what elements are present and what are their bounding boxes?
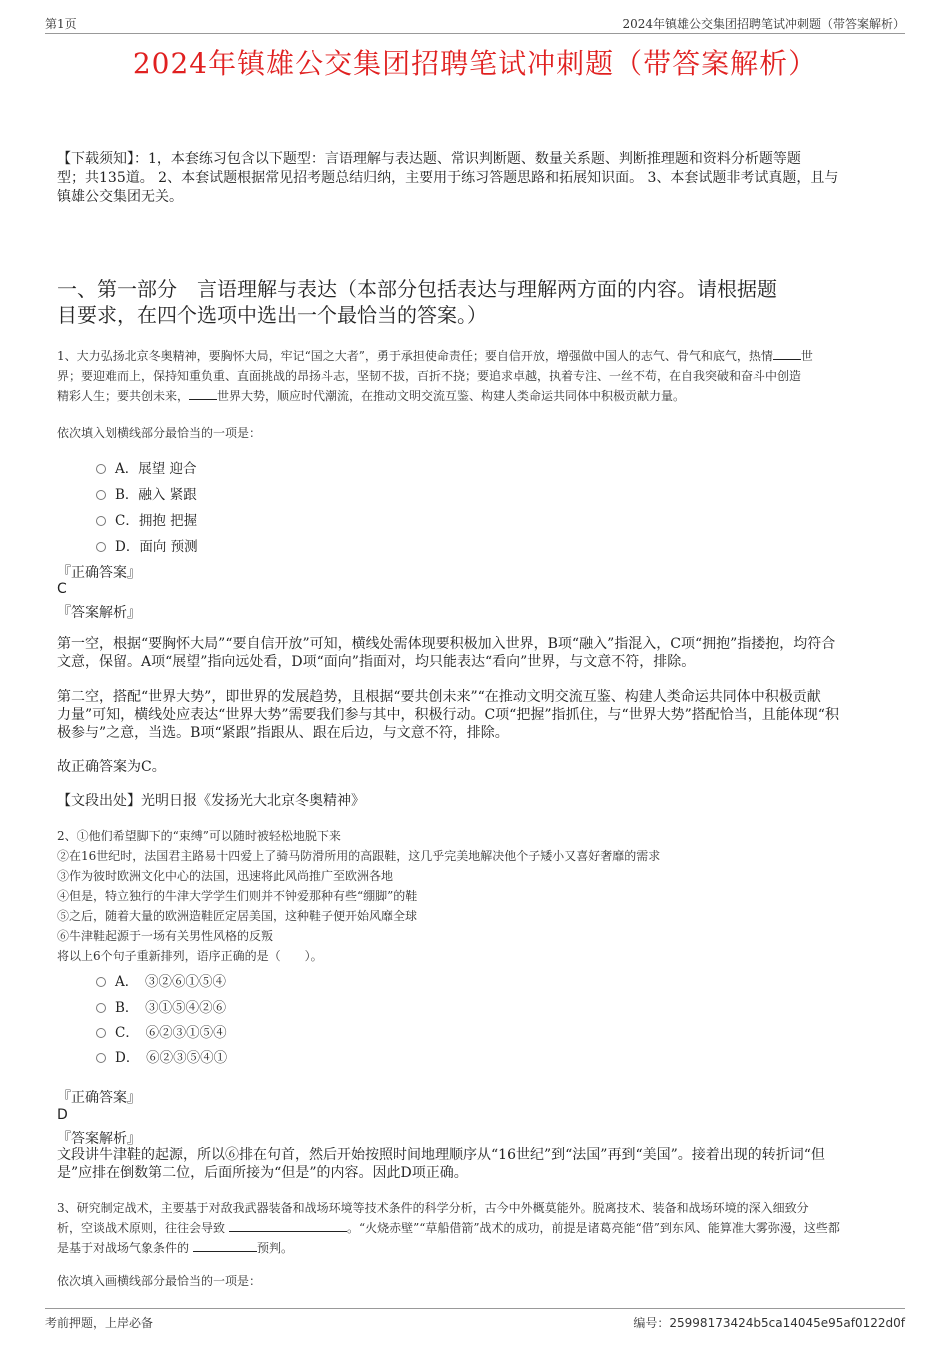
analysis-line: 力量”可知，横线处应表达“世界大势”需要我们参与其中，积极行动。C项“把握”指抓住，与“世界大势”搭配恰当，且能体现“积 [57, 707, 839, 723]
stem-text: 。“火烧赤壁”“草船借箭”战术的成功，前提是诸葛亮能“借”到东风、能算准大雾弥漫，这些都 [347, 1221, 840, 1235]
question-3-stem [57, 1198, 902, 1258]
option-label: A．展望 迎合 [115, 461, 197, 477]
analysis-line: 第一空，根据“要胸怀大局”“要自信开放”可知，横线处需体现要积极加入世界，B项“融入”指混入，C项“拥抱”指搂抱，均符合 [57, 636, 836, 652]
radio-icon[interactable] [96, 1028, 106, 1038]
radio-icon[interactable] [96, 516, 106, 526]
section-heading [57, 276, 897, 328]
question-1-instruction: 依次填入划横线部分最恰当的一项是： [57, 426, 262, 440]
sentence: ④但是，特立独行的牛津大学学生们则并不钟爱那种有些“绷脚”的鞋 [57, 889, 418, 903]
q1-option-b[interactable] [96, 483, 197, 503]
analysis-line: 文段讲牛津鞋的起源，所以⑥排在句首，然后开始按照时间地理顺序从“16世纪”到“法国”再到“美国”。接着出现的转折词“但 [57, 1147, 825, 1163]
sentence: ②在16世纪时，法国君主路易十四爱上了骑马防滑所用的高跟鞋，这几乎完美地解决他个子矮小又喜好奢靡的需求 [57, 849, 661, 863]
section-heading-line: 一、第一部分 言语理解与表达（本部分包括表达与理解两方面的内容。请根据题 [57, 277, 777, 301]
question-2-stem [57, 826, 902, 966]
fill-blank [773, 347, 801, 360]
fill-blank [189, 387, 217, 400]
footer-slogan: 考前押题，上岸必备 [45, 1316, 154, 1330]
option-label: C．拥抱 把握 [115, 513, 198, 529]
q2-analysis [57, 1146, 897, 1182]
q1-option-c[interactable] [96, 509, 197, 529]
q1-analysis-label: 『答案解析』 [57, 605, 141, 621]
q1-option-a[interactable] [96, 457, 197, 477]
q2-option-b[interactable] [96, 996, 226, 1016]
question-1-stem [57, 346, 902, 406]
stem-text: 世 [800, 349, 813, 363]
q1-source: 【文段出处】光明日报《发扬光大北京冬奥精神》 [57, 793, 365, 809]
analysis-line: 第二空，搭配“世界大势”，即世界的发展趋势，且根据“要共创未来”“在推动文明交流互鉴、构建人类命运共同体中积极贡献 [57, 689, 821, 705]
q1-analysis-para-2 [57, 688, 897, 742]
analysis-line: 极参与”之意，当选。B项“紧跟”指跟从、跟在后边，与文意不符，排除。 [57, 725, 509, 741]
footer-code [633, 1314, 905, 1331]
page-number: 第1页 [45, 17, 77, 31]
analysis-line: 文意，保留。A项“展望”指向远处看，D项“面向”指面对，均只能表达“看向”世界，与文意不符，排除。 [57, 654, 696, 670]
option-label: B．融入 紧跟 [115, 487, 197, 503]
fill-blank [193, 1239, 257, 1252]
footer-code-value: 25998173424b5ca14045e95af0122d0f [669, 1316, 905, 1330]
header-rule [45, 33, 905, 34]
radio-icon[interactable] [96, 1003, 106, 1013]
radio-icon[interactable] [96, 464, 106, 474]
section-heading-line: 目要求，在四个选项中选出一个最恰当的答案。） [57, 303, 487, 327]
q2-answer-label: 『正确答案』 [57, 1090, 141, 1106]
q2-option-a[interactable] [96, 970, 226, 990]
q1-analysis-para-1 [57, 635, 897, 671]
radio-icon[interactable] [96, 542, 106, 552]
sentence: ③作为彼时欧洲文化中心的法国，迅速将此风尚推广至欧洲各地 [57, 869, 394, 883]
radio-icon[interactable] [96, 977, 106, 987]
q2-option-d[interactable] [96, 1046, 227, 1066]
stem-text: 精彩人生；要共创未来， [57, 389, 190, 403]
stem-text: 预判。 [257, 1241, 294, 1255]
notice-line: 【下载须知】：1，本套练习包含以下题型：言语理解与表达题、常识判断题、数量关系题、判断推理题和资料分析题等题 [57, 151, 801, 167]
notice-line: 镇雄公交集团无关。 [57, 189, 183, 205]
option-label: A． ③②⑥①⑤④ [115, 974, 226, 990]
q2-analysis-label: 『答案解析』 [57, 1131, 141, 1147]
fill-blank [229, 1219, 347, 1232]
footer-code-label: 编号： [633, 1316, 670, 1330]
q2-option-c[interactable] [96, 1021, 227, 1041]
sentence: ⑤之后，随着大量的欧洲造鞋匠定居美国，这种鞋子便开始风靡全球 [57, 909, 418, 923]
radio-icon[interactable] [96, 490, 106, 500]
stem-text: 1、大力弘扬北京冬奥精神，要胸怀大局，牢记“国之大者”，勇于承担使命责任；要自信开放，增强做中国人的志气、骨气和底气，热情 [57, 349, 773, 363]
sentence: 2、①他们希望脚下的“束缚”可以随时被轻松地脱下来 [57, 829, 341, 843]
stem-text: 世界大势，顺应时代潮流，在推动文明交流互鉴、构建人类命运共同体中积极贡献力量。 [217, 389, 686, 403]
analysis-line: 是”应排在倒数第二位，后面所接为“但是”的内容。因此D项正确。 [57, 1165, 468, 1181]
footer-rule [45, 1308, 905, 1309]
download-notice [57, 150, 897, 207]
option-label: B． ③①⑤④②⑥ [115, 1000, 227, 1016]
question-3-instruction: 依次填入画横线部分最恰当的一项是： [57, 1274, 262, 1288]
q1-answer-label: 『正确答案』 [57, 565, 141, 581]
radio-icon[interactable] [96, 1053, 106, 1063]
question-2-instruction: 将以上6个句子重新排列，语序正确的是（ ）。 [57, 949, 323, 963]
q1-answer: C [57, 581, 67, 597]
q1-option-d[interactable] [96, 535, 198, 555]
q2-answer: D [57, 1107, 68, 1123]
stem-text: 界；要迎难而上，保持知重负重、直面挑战的昂扬斗志，坚韧不拔，百折不挠；要追求卓越，执着专注、一丝不苟，在自我突破和奋斗中创造 [57, 369, 802, 383]
notice-line: 型；共135道。 2、本套试题根据常见招考题总结归纳，主要用于练习答题思路和拓展知识面。 3、本套试题非考试真题，且与 [57, 170, 839, 186]
option-label: C． ⑥②③①⑤④ [115, 1025, 227, 1041]
sentence: ⑥牛津鞋起源于一场有关男性风格的反叛 [57, 929, 274, 943]
document-title: 2024年镇雄公交集团招聘笔试冲刺题（带答案解析） [132, 47, 818, 80]
option-label: D．面向 预测 [115, 539, 198, 555]
option-label: D． ⑥②③⑤④① [115, 1050, 228, 1066]
stem-text: 析，空谈战术原则，往往会导致 [57, 1221, 226, 1235]
stem-text: 3、研究制定战术，主要基于对敌我武器装备和战场环境等技术条件的科学分析，古今中外概莫能外。脱离技术、装备和战场环境的深入细致分 [57, 1201, 809, 1215]
q1-conclusion: 故正确答案为C。 [57, 759, 166, 775]
running-header-title: 2024年镇雄公交集团招聘笔试冲刺题（带答案解析） [622, 17, 905, 31]
stem-text: 是基于对战场气象条件的 [57, 1241, 190, 1255]
